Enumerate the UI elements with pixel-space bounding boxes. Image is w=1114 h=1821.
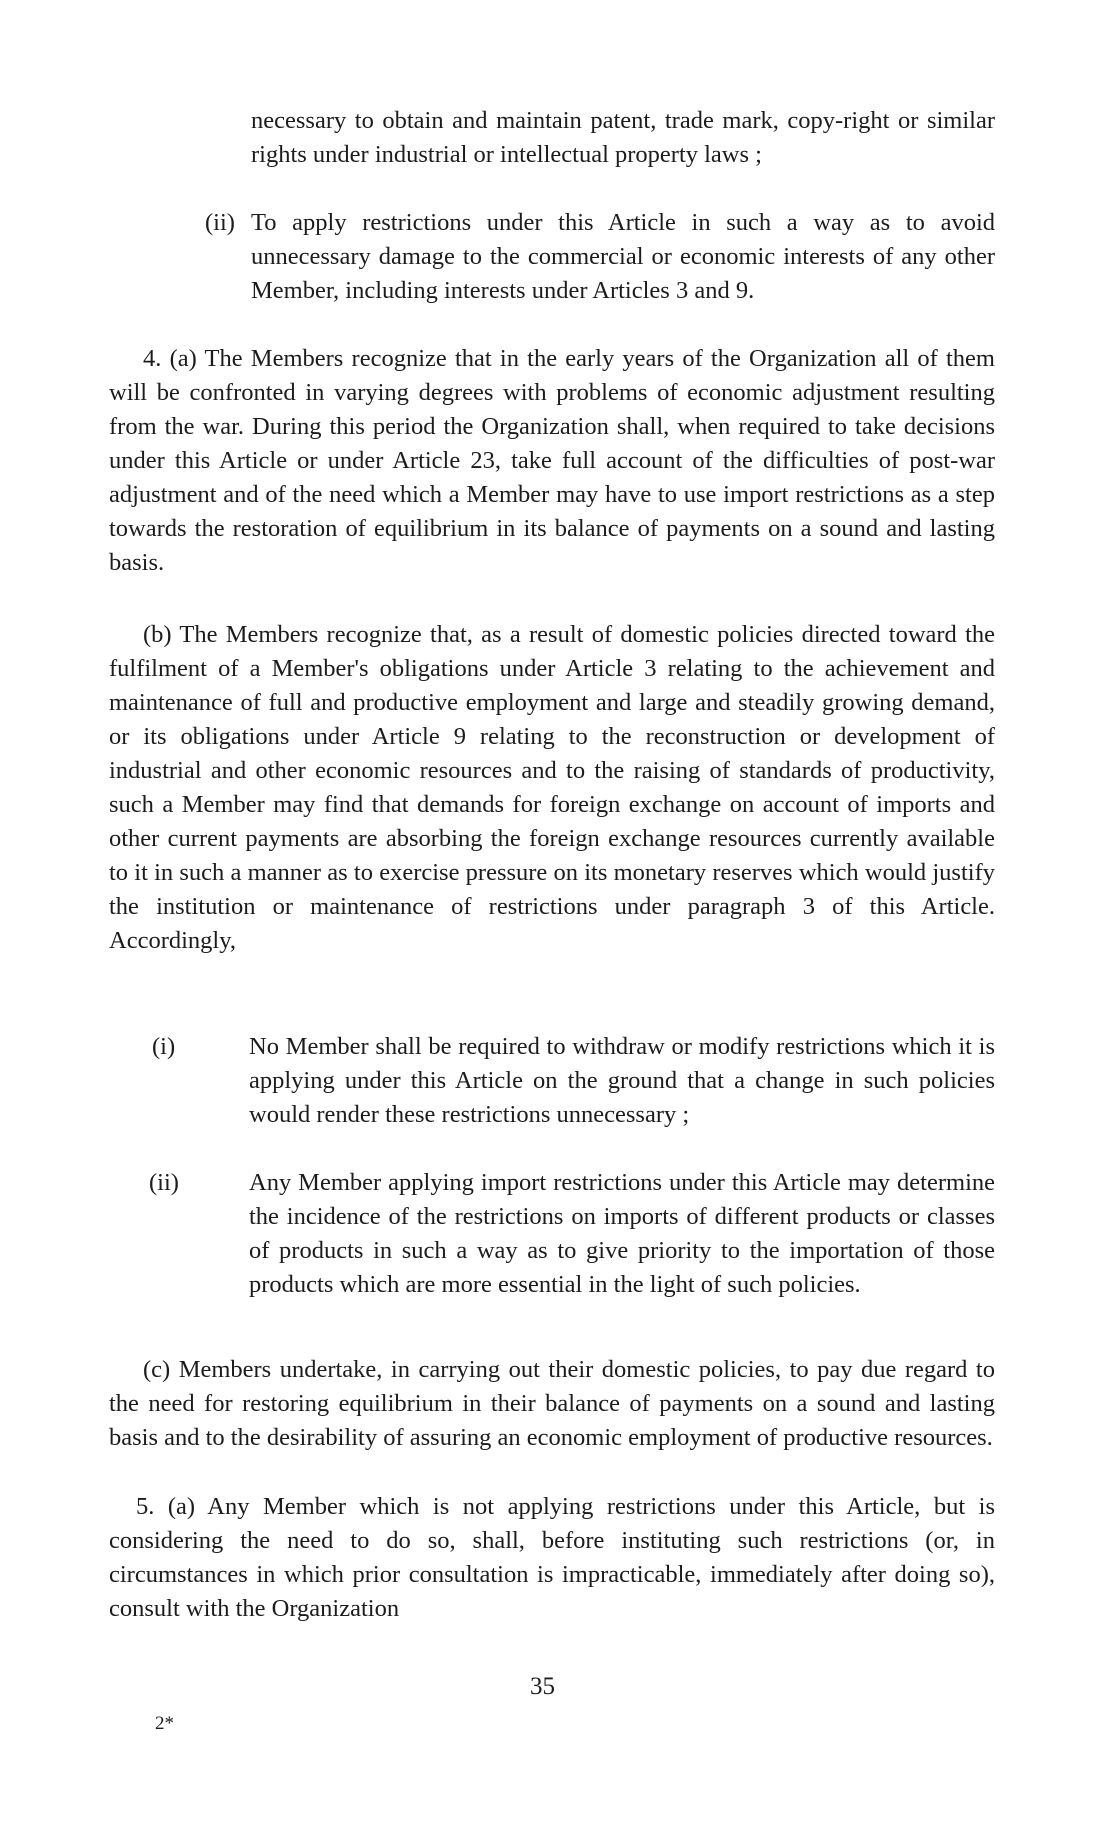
sub-item-ii-text: Any Member applying import restrictions under this Article may determine the incidence of the restrictions on imports of different products or classes of products in such a way as to give priority to the importation of those products which are more essential in the light of such policies. [249,1169,995,1298]
sub-item-i-text: No Member shall be required to withdraw or modify restrictions which it is applying under this Article on the ground that a change in such policies would render these restrictions unnecessary ; [249,1033,995,1128]
paragraph-4b: (b) The Members recognize that, as a result of domestic policies directed toward the fulfilment of a Member's obligations under Article 3 relating to the achievement and maintenance of full and productive employment and large and steadily growing demand, or its obligations under Article 9 relating to the reconstruction or development of industrial and other economic resources and to the raising of standards of productivity, such a Member may find that demands for foreign exchange on account of imports and other current payments are absorbing the foreign exchange resources currently available to it in such a manner as to exercise pressure on its monetary reserves which would justify the institution or maintenance of restrictions under paragraph 3 of this Article. Accordingly, [109,621,995,954]
list-item-ii-label: (ii) [205,209,235,236]
continuation-paragraph: necessary to obtain and maintain patent, trade mark, copy-right or similar rights under industrial or intellectual property laws ; [251,107,995,168]
list-item-ii-text: To apply restrictions under this Article in such a way as to avoid unnecessary damage to the commercial or economic interests of any other Member, including interests under Articles 3 and 9. [251,209,995,304]
signature-mark: 2* [155,1713,174,1734]
sub-item-ii-label: (ii) [149,1169,179,1196]
paragraph-4c: (c) Members undertake, in carrying out their domestic policies, to pay due regard to the need for restoring equilibrium in their balance of payments on a sound and lasting basis and to the desirability of assuring an economic employment of productive resources. [109,1356,995,1451]
sub-item-i [152,1030,995,1132]
sub-item-i-label: (i) [152,1033,176,1060]
paragraph-5a: 5. (a) Any Member which is not applying restrictions under this Article, but is considering the need to do so, shall, before instituting such restrictions (or, in circumstances in which prior consultation is impracticable, immediately after doing so), consult with the Organization [109,1493,995,1622]
page-number: 35 [530,1673,555,1700]
paragraph-4a: 4. (a) The Members recognize that in the early years of the Organization all of them will be confronted in varying degrees with problems of economic adjustment resulting from the war. During this period the Organization shall, when required to take decisions under this Article or under Article 23, take full account of the difficulties of post-war adjustment and of the need which a Member may have to use import restrictions as a step towards the restoration of equilibrium in its balance of payments on a sound and lasting basis. [109,345,995,576]
sub-item-ii [149,1166,995,1302]
list-item-ii [205,206,995,308]
